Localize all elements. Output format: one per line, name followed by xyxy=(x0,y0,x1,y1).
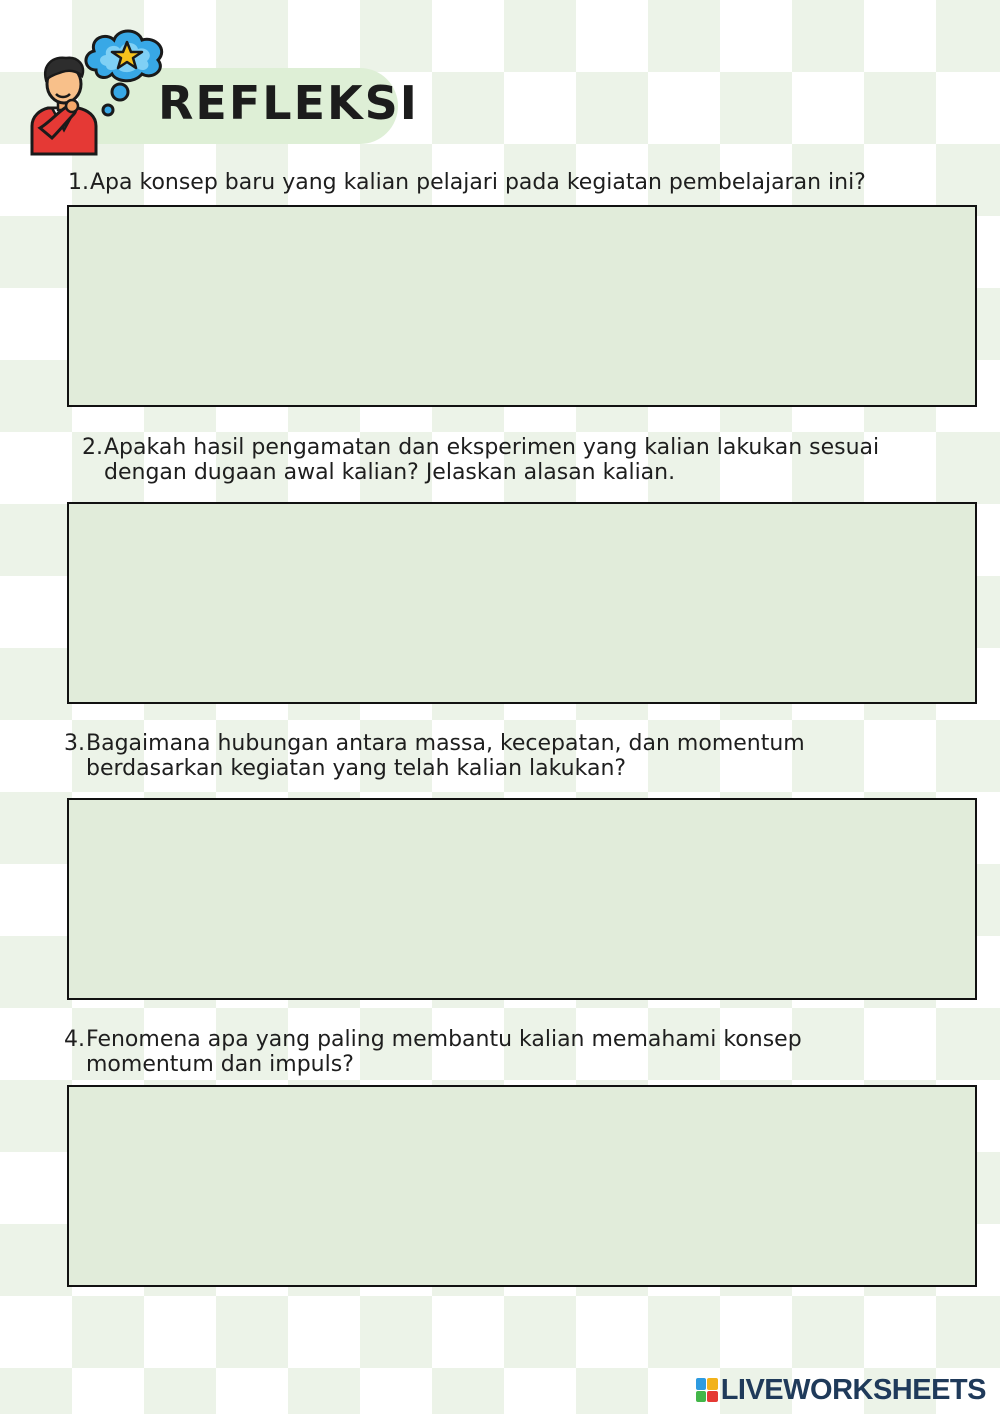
answer-box-3[interactable] xyxy=(67,798,977,1000)
question-4 xyxy=(64,1027,914,1077)
answer-box-4[interactable] xyxy=(67,1085,977,1287)
question-text: Bagaimana hubungan antara massa, kecepatan, dan momentum berdasarkan kegiatan yang telah kalian lakukan? xyxy=(86,731,805,781)
question-text: Apakah hasil pengamatan dan eksperimen yang kalian lakukan sesuai dengan dugaan awal kalian? Jelaskan alasan kalian. xyxy=(104,435,880,485)
answer-box-1[interactable] xyxy=(67,205,977,407)
answer-box-2[interactable] xyxy=(67,502,977,704)
thought-cloud-star-icon xyxy=(86,31,162,115)
question-1 xyxy=(68,170,968,195)
brand-name: LIVEWORKSHEETS xyxy=(720,1373,986,1406)
liveworksheets-logo[interactable] xyxy=(696,1374,986,1406)
question-3 xyxy=(64,731,914,781)
thinking-person-icon xyxy=(26,18,176,160)
question-number: 3. xyxy=(64,731,85,756)
page-title: REFLEKSI xyxy=(158,76,419,130)
liveworksheets-badge-icon xyxy=(696,1378,718,1402)
question-number: 4. xyxy=(64,1027,85,1052)
question-text: Fenomena apa yang paling membantu kalian memahami konsep momentum dan impuls? xyxy=(86,1027,802,1077)
question-number: 1. xyxy=(68,170,89,195)
question-number: 2. xyxy=(82,435,103,460)
question-2 xyxy=(82,435,962,485)
question-text: Apa konsep baru yang kalian pelajari pada kegiatan pembelajaran ini? xyxy=(90,170,866,195)
